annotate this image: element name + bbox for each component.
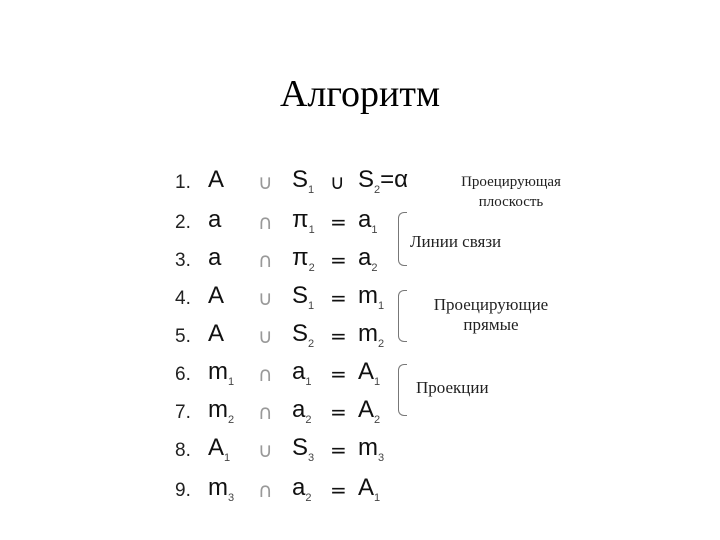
term-c: $A_1$ bbox=[358, 474, 381, 504]
term-b: $\pi_2$ bbox=[292, 244, 315, 274]
step-number: 5. bbox=[175, 326, 191, 347]
step-number: 3. bbox=[175, 250, 191, 271]
operator-2: = bbox=[330, 324, 347, 348]
operator-1: ∩ bbox=[258, 248, 273, 272]
term-b: $S_2$ bbox=[292, 320, 315, 350]
algorithm-row bbox=[0, 244, 720, 280]
page-title: Алгоритм bbox=[279, 73, 441, 115]
operator-2: = bbox=[330, 400, 347, 424]
operator-2: = bbox=[330, 248, 347, 272]
operator-1: ∩ bbox=[258, 362, 273, 386]
operator-1: ∪ bbox=[258, 170, 273, 194]
term-b: $S_1$ bbox=[292, 282, 315, 312]
term-c: $S_2=\alpha$ bbox=[358, 166, 409, 196]
brace-link-lines bbox=[398, 212, 407, 266]
algorithm-row bbox=[0, 434, 720, 470]
term-c: $m_3$ bbox=[358, 434, 385, 464]
algorithm-row bbox=[0, 320, 720, 356]
term-a: $m_1$ bbox=[208, 358, 235, 388]
step-number: 6. bbox=[175, 364, 191, 385]
term-b: $a_2$ bbox=[292, 396, 312, 426]
brace-projecting-lines bbox=[398, 290, 407, 342]
operator-2: = bbox=[330, 286, 347, 310]
algorithm-row bbox=[0, 282, 720, 318]
operator-1: ∩ bbox=[258, 478, 273, 502]
step-number: 2. bbox=[175, 212, 191, 233]
term-b: $S_1$ bbox=[292, 166, 315, 196]
step-number: 9. bbox=[175, 480, 191, 501]
algorithm-row bbox=[0, 396, 720, 432]
term-b: $a_1$ bbox=[292, 358, 312, 388]
term-b: $\pi_1$ bbox=[292, 206, 315, 236]
term-a: $m_3$ bbox=[208, 474, 235, 504]
label-link-lines: Линии связи bbox=[410, 232, 502, 251]
term-c: $A_1$ bbox=[358, 358, 381, 388]
term-a: a bbox=[208, 206, 222, 233]
term-a: $m_2$ bbox=[208, 396, 235, 426]
term-c: $a_1$ bbox=[358, 206, 378, 236]
operator-1: ∪ bbox=[258, 438, 273, 462]
label-projecting-plane: Проецирующая плоскость bbox=[461, 174, 561, 210]
step-number: 1. bbox=[175, 172, 191, 193]
operator-1: ∪ bbox=[258, 286, 273, 310]
operator-1: ∩ bbox=[258, 400, 273, 424]
operator-2: = bbox=[330, 362, 347, 386]
label-projecting-lines: Проецирующие прямые bbox=[433, 295, 549, 334]
algorithm-row bbox=[0, 358, 720, 394]
term-c: $a_2$ bbox=[358, 244, 378, 274]
term-a: A bbox=[208, 282, 225, 309]
tail: =α bbox=[380, 166, 409, 193]
term-b: $a_2$ bbox=[292, 474, 312, 504]
operator-2: ∪ bbox=[330, 170, 345, 194]
term-a: $A_1$ bbox=[208, 434, 231, 464]
operator-1: ∪ bbox=[258, 324, 273, 348]
step-number: 8. bbox=[175, 440, 191, 461]
algorithm-row bbox=[0, 474, 720, 510]
step-number: 7. bbox=[175, 402, 191, 423]
label-projections: Проекции bbox=[416, 378, 489, 397]
term-a: A bbox=[208, 320, 225, 347]
term-c: $m_2$ bbox=[358, 320, 385, 350]
step-number: 4. bbox=[175, 288, 191, 309]
term-c: $m_1$ bbox=[358, 282, 385, 312]
brace-projections bbox=[398, 364, 407, 416]
operator-2: = bbox=[330, 210, 347, 234]
operator-2: = bbox=[330, 478, 347, 502]
operator-1: ∩ bbox=[258, 210, 273, 234]
operator-2: = bbox=[330, 438, 347, 462]
algorithm-row bbox=[0, 206, 720, 242]
algorithm-row bbox=[0, 166, 720, 202]
term-b: $S_3$ bbox=[292, 434, 315, 464]
term-c: $A_2$ bbox=[358, 396, 381, 426]
term-a: A bbox=[208, 166, 225, 193]
term-a: a bbox=[208, 244, 222, 271]
